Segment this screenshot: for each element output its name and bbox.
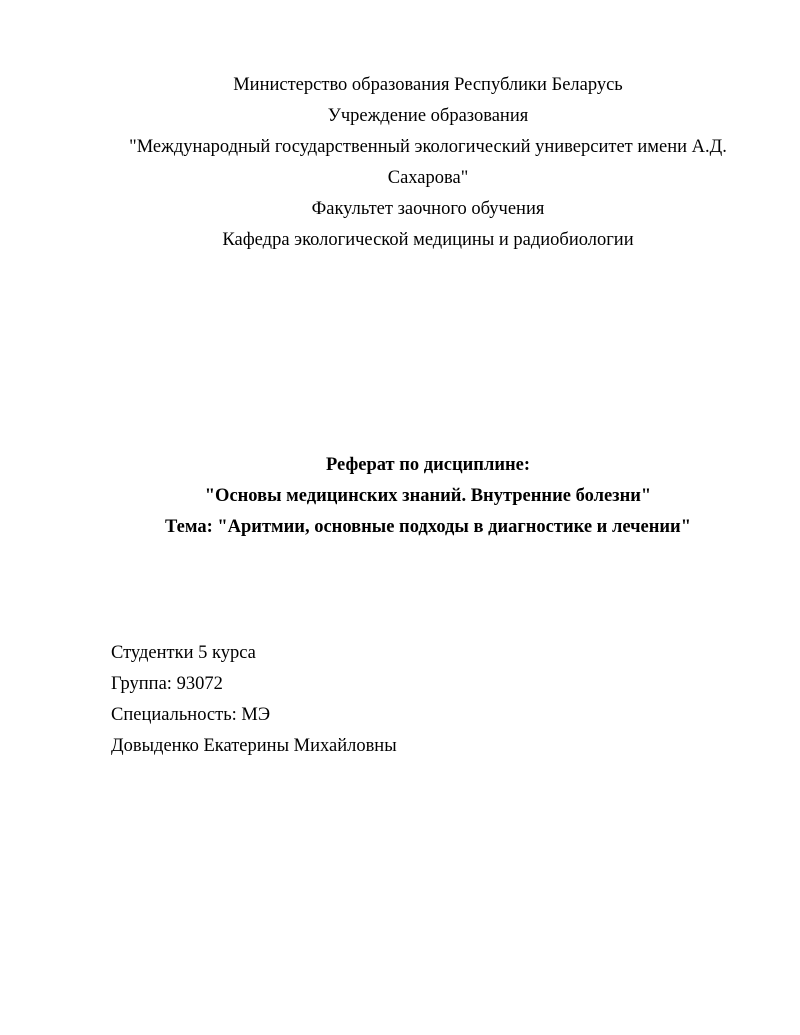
- faculty-line: Факультет заочного обучения: [311, 199, 545, 219]
- university-line-1: "Международный государственный экологический университет имени А.Д.: [129, 137, 727, 157]
- department-line: Кафедра экологической медицины и радиобиологии: [222, 230, 634, 250]
- institution-type-line: Учреждение образования: [327, 106, 529, 126]
- student-name-line: Довыденко Екатерины Михайловны: [111, 736, 397, 756]
- ministry-line: Министерство образования Республики Беларусь: [233, 75, 623, 95]
- university-line-2: Сахарова": [387, 168, 469, 188]
- work-type-line: Реферат по дисциплине:: [325, 455, 531, 475]
- discipline-line: "Основы медицинских знаний. Внутренние болезни": [204, 486, 652, 506]
- topic-line: Тема: "Аритмии, основные подходы в диагностике и лечении": [165, 517, 691, 537]
- title-page-header: [110, 70, 746, 256]
- group-line: Группа: 93072: [111, 674, 223, 694]
- student-info: [111, 638, 711, 762]
- specialty-line: Специальность: МЭ: [111, 705, 271, 725]
- report-title: [100, 450, 756, 543]
- course-line: Студентки 5 курса: [111, 643, 256, 663]
